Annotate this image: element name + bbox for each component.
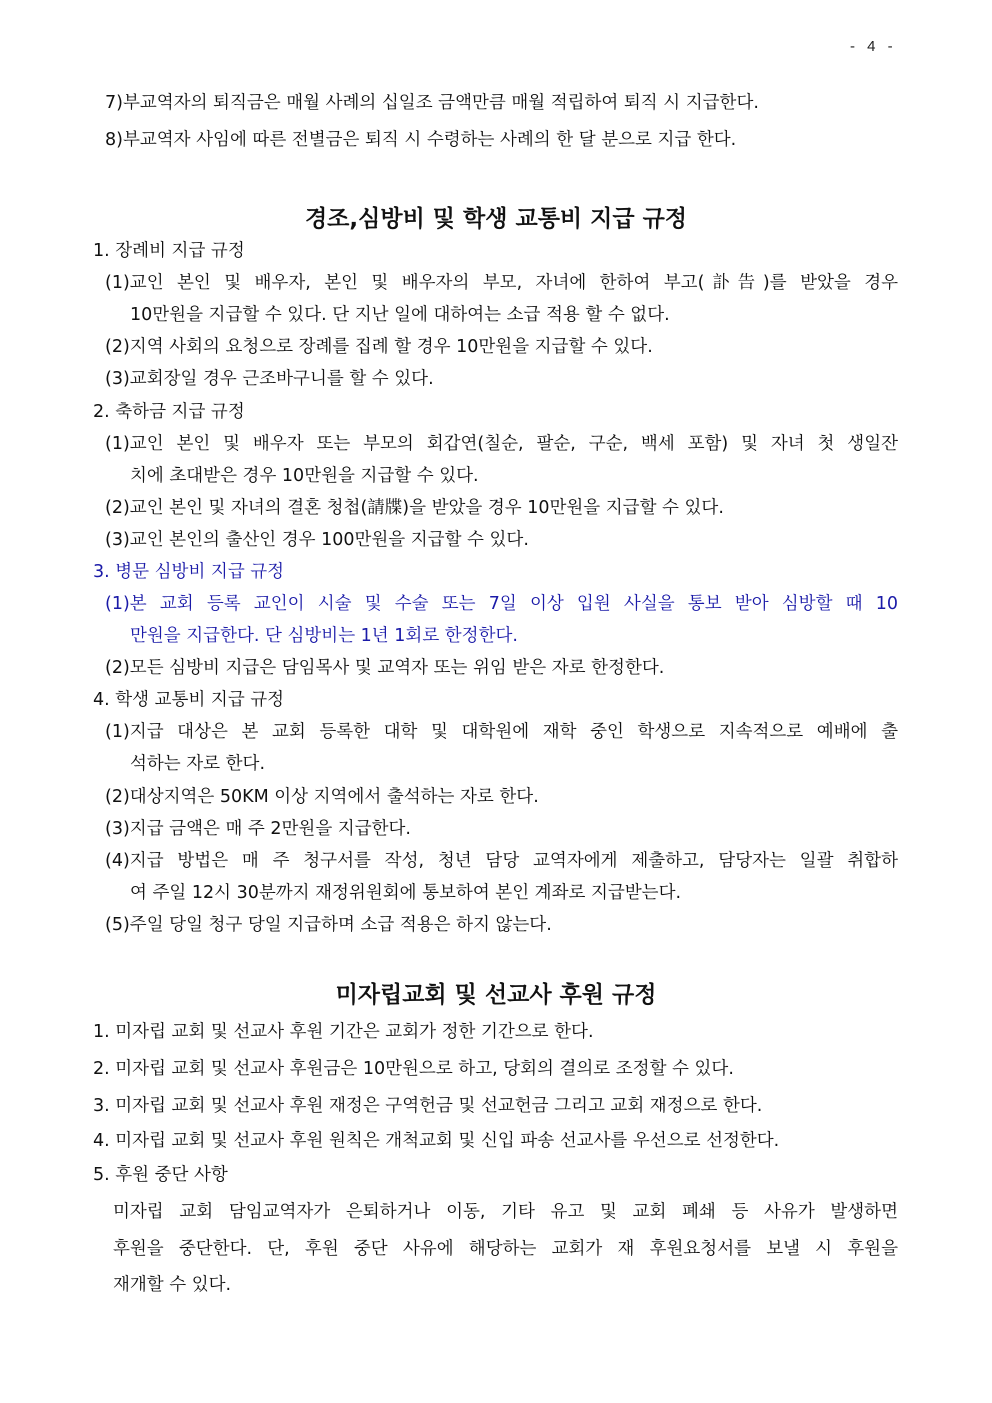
list-item-continuation: 여 주일 12시 30분까지 재정위원회에 통보하여 본인 계좌로 지급받는다. [130, 883, 682, 903]
list-item: (1)교인 본인 및 배우자, 본인 및 배우자의 부모, 자녀에 한하여 부고(訃告)를 받았을 경우 [105, 273, 898, 293]
list-item-continuation: 10만원을 지급할 수 있다. 단 지난 일에 대하여는 소급 적용 할 수 없다. [130, 305, 670, 325]
list-item: 5. 후원 중단 사항 [93, 1165, 228, 1185]
list-item-continuation: 치에 초대받은 경우 10만원을 지급할 수 있다. [130, 466, 479, 486]
paragraph-line: 후원을 중단한다. 단, 후원 중단 사유에 해당하는 교회가 재 후원요청서를 보낼 시 후원을 [113, 1239, 898, 1259]
list-item: (3)교회장일 경우 근조바구니를 할 수 있다. [105, 369, 434, 389]
list-item: (3)교인 본인의 출산인 경우 100만원을 지급할 수 있다. [105, 530, 529, 550]
group-heading: 3. 병문 심방비 지급 규정 [93, 562, 285, 582]
list-item: 3. 미자립 교회 및 선교사 후원 재정은 구역헌금 및 선교헌금 그리고 교회 재정으로 한다. [93, 1096, 763, 1116]
list-item: (2)교인 본인 및 자녀의 결혼 청첩(請牒)을 받았을 경우 10만원을 지급할 수 있다. [105, 498, 724, 518]
paragraph-line: 미자립 교회 담임교역자가 은퇴하거나 이동, 기타 유고 및 교회 폐쇄 등 사유가 발생하면 [113, 1202, 898, 1222]
paragraph-line: 재개할 수 있다. [113, 1275, 232, 1295]
list-item-continuation: 만원을 지급한다. 단 심방비는 1년 1회로 한정한다. [130, 626, 518, 646]
list-item: (2)지역 사회의 요청으로 장례를 집례 할 경우 10만원을 지급할 수 있다. [105, 337, 653, 357]
list-item: (2)대상지역은 50KM 이상 지역에서 출석하는 자로 한다. [105, 787, 539, 807]
page-number: - 4 - [850, 38, 897, 55]
list-item: 1. 미자립 교회 및 선교사 후원 기간은 교회가 정한 기간으로 한다. [93, 1022, 594, 1042]
group-heading: 2. 축하금 지급 규정 [93, 402, 245, 422]
list-item: (1)교인 본인 및 배우자 또는 부모의 회갑연(칠순, 팔순, 구순, 백세 포함) 및 자녀 첫 생일잔 [105, 434, 898, 454]
list-item: 8)부교역자 사임에 따른 전별금은 퇴직 시 수령하는 사례의 한 달 분으로 지급 한다. [105, 130, 737, 150]
list-item: (1)지급 대상은 본 교회 등록한 대학 및 대학원에 재학 중인 학생으로 지속적으로 예배에 출 [105, 722, 898, 742]
list-item: (4)지급 방법은 매 주 청구서를 작성, 청년 담당 교역자에게 제출하고, 담당자는 일괄 취합하 [105, 851, 898, 871]
list-item: 4. 미자립 교회 및 선교사 후원 원칙은 개척교회 및 신입 파송 선교사를 우선으로 선정한다. [93, 1131, 780, 1151]
list-item: 7)부교역자의 퇴직금은 매월 사례의 십일조 금액만큼 매월 적립하여 퇴직 시 지급한다. [105, 93, 759, 113]
list-item: (3)지급 금액은 매 주 2만원을 지급한다. [105, 819, 411, 839]
section-title: 경조,심방비 및 학생 교통비 지급 규정 [304, 206, 688, 232]
list-item-continuation: 석하는 자로 한다. [130, 754, 266, 774]
list-item: (2)모든 심방비 지급은 담임목사 및 교역자 또는 위임 받은 자로 한정한다. [105, 658, 665, 678]
list-item: (5)주일 당일 청구 당일 지급하며 소급 적용은 하지 않는다. [105, 915, 552, 935]
group-heading: 4. 학생 교통비 지급 규정 [93, 690, 285, 710]
list-item: (1)본 교회 등록 교인이 시술 및 수술 또는 7일 이상 입원 사실을 통보 받아 심방할 때 10 [105, 594, 898, 614]
group-heading: 1. 장례비 지급 규정 [93, 241, 245, 261]
section-title: 미자립교회 및 선교사 후원 규정 [335, 982, 657, 1008]
list-item: 2. 미자립 교회 및 선교사 후원금은 10만원으로 하고, 당회의 결의로 조정할 수 있다. [93, 1059, 734, 1079]
